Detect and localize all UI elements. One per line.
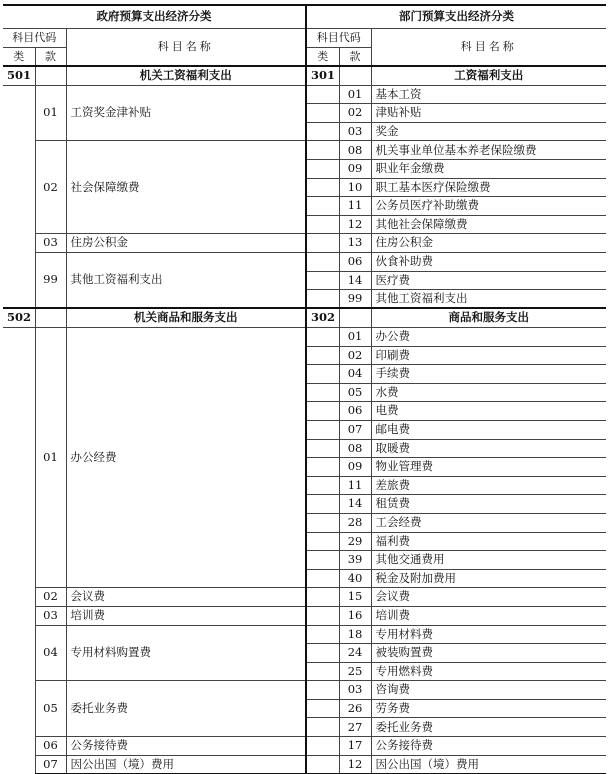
right-item-name: 机关事业单位基本养老保险缴费 bbox=[371, 141, 606, 160]
right-item-name: 被装购置费 bbox=[371, 644, 606, 663]
left-item-code: 06 bbox=[35, 737, 66, 756]
table-row bbox=[3, 141, 606, 160]
right-class-cell bbox=[306, 178, 339, 197]
left-code-header: 科目代码 bbox=[3, 28, 66, 47]
right-item-code: 39 bbox=[339, 551, 371, 570]
left-item-name: 因公出国（境）费用 bbox=[66, 755, 306, 774]
right-class-cell bbox=[306, 122, 339, 141]
right-item-name: 津贴补贴 bbox=[371, 104, 606, 123]
right-class-code: 302 bbox=[306, 308, 339, 327]
classification-table bbox=[3, 4, 606, 774]
left-item-name: 委托业务费 bbox=[66, 681, 306, 737]
left-item-code: 04 bbox=[35, 625, 66, 681]
right-item-code: 16 bbox=[339, 606, 371, 625]
right-class-cell bbox=[306, 383, 339, 402]
left-item-header: 款 bbox=[35, 47, 66, 66]
right-item-code: 09 bbox=[339, 458, 371, 477]
right-item-code: 03 bbox=[339, 122, 371, 141]
right-class-cell bbox=[306, 197, 339, 216]
table-row bbox=[3, 606, 606, 625]
right-class-name: 商品和服务支出 bbox=[371, 308, 606, 327]
table-row bbox=[3, 681, 606, 700]
right-class-cell bbox=[306, 420, 339, 439]
left-item-code: 03 bbox=[35, 606, 66, 625]
right-class-cell bbox=[306, 513, 339, 532]
left-item-code: 07 bbox=[35, 755, 66, 774]
right-item-name: 住房公积金 bbox=[371, 234, 606, 253]
right-class-header: 类 bbox=[306, 47, 339, 66]
right-item-name: 其他社会保障缴费 bbox=[371, 215, 606, 234]
right-code-header: 科目代码 bbox=[306, 28, 371, 47]
left-item-name: 社会保障缴费 bbox=[66, 141, 306, 234]
right-item-name: 取暖费 bbox=[371, 439, 606, 458]
right-class-cell bbox=[306, 625, 339, 644]
left-item-code: 01 bbox=[35, 328, 66, 588]
left-class-name: 机关商品和服务支出 bbox=[66, 308, 306, 327]
right-class-blank bbox=[339, 66, 371, 85]
right-item-code: 02 bbox=[339, 346, 371, 365]
table-row bbox=[3, 85, 606, 104]
right-item-name: 奖金 bbox=[371, 122, 606, 141]
right-class-cell bbox=[306, 606, 339, 625]
table-row bbox=[3, 737, 606, 756]
left-item-code: 05 bbox=[35, 681, 66, 737]
left-item-code: 02 bbox=[35, 141, 66, 234]
right-class-cell bbox=[306, 439, 339, 458]
right-item-code: 25 bbox=[339, 662, 371, 681]
right-class-cell bbox=[306, 215, 339, 234]
right-item-name: 其他工资福利支出 bbox=[371, 290, 606, 309]
right-item-name: 税金及附加费用 bbox=[371, 569, 606, 588]
right-item-code: 13 bbox=[339, 234, 371, 253]
right-item-code: 05 bbox=[339, 383, 371, 402]
right-item-name: 委托业务费 bbox=[371, 718, 606, 737]
right-class-code: 301 bbox=[306, 66, 339, 85]
right-item-header: 款 bbox=[339, 47, 371, 66]
right-class-cell bbox=[306, 104, 339, 123]
right-item-name: 工会经费 bbox=[371, 513, 606, 532]
right-item-name: 邮电费 bbox=[371, 420, 606, 439]
right-title: 部门预算支出经济分类 bbox=[306, 5, 606, 28]
table-row bbox=[3, 588, 606, 607]
left-title: 政府预算支出经济分类 bbox=[3, 5, 306, 28]
table-row bbox=[3, 625, 606, 644]
right-class-name: 工资福利支出 bbox=[371, 66, 606, 85]
right-class-cell bbox=[306, 681, 339, 700]
left-class-name: 机关工资福利支出 bbox=[66, 66, 306, 85]
right-class-cell bbox=[306, 588, 339, 607]
right-class-cell bbox=[306, 328, 339, 347]
right-item-name: 福利费 bbox=[371, 532, 606, 551]
right-item-code: 17 bbox=[339, 737, 371, 756]
right-item-code: 15 bbox=[339, 588, 371, 607]
right-class-cell bbox=[306, 346, 339, 365]
left-class-blank bbox=[35, 308, 66, 327]
right-class-cell bbox=[306, 458, 339, 477]
right-item-name: 租赁费 bbox=[371, 495, 606, 514]
right-item-name: 其他交通费用 bbox=[371, 551, 606, 570]
right-class-cell bbox=[306, 365, 339, 384]
left-class-span bbox=[3, 85, 35, 308]
right-item-name: 物业管理费 bbox=[371, 458, 606, 477]
right-item-code: 14 bbox=[339, 271, 371, 290]
right-item-code: 12 bbox=[339, 215, 371, 234]
right-name-header: 科目名称 bbox=[371, 28, 606, 66]
right-class-cell bbox=[306, 402, 339, 421]
right-class-cell bbox=[306, 290, 339, 309]
right-item-code: 08 bbox=[339, 439, 371, 458]
right-class-cell bbox=[306, 234, 339, 253]
right-item-name: 差旅费 bbox=[371, 476, 606, 495]
right-class-cell bbox=[306, 85, 339, 104]
category-row bbox=[3, 66, 606, 85]
right-item-code: 28 bbox=[339, 513, 371, 532]
table-row bbox=[3, 755, 606, 774]
table-row bbox=[3, 234, 606, 253]
right-item-name: 咨询费 bbox=[371, 681, 606, 700]
right-item-code: 04 bbox=[339, 365, 371, 384]
right-item-code: 06 bbox=[339, 402, 371, 421]
right-item-code: 12 bbox=[339, 755, 371, 774]
right-item-code: 06 bbox=[339, 253, 371, 272]
right-item-name: 因公出国（境）费用 bbox=[371, 755, 606, 774]
right-item-code: 02 bbox=[339, 104, 371, 123]
right-item-code: 09 bbox=[339, 160, 371, 179]
right-item-name: 手续费 bbox=[371, 365, 606, 384]
right-item-code: 40 bbox=[339, 569, 371, 588]
right-item-name: 医疗费 bbox=[371, 271, 606, 290]
right-item-code: 14 bbox=[339, 495, 371, 514]
right-item-name: 基本工资 bbox=[371, 85, 606, 104]
right-item-name: 职工基本医疗保险缴费 bbox=[371, 178, 606, 197]
category-row bbox=[3, 308, 606, 327]
right-item-code: 08 bbox=[339, 141, 371, 160]
left-item-name: 培训费 bbox=[66, 606, 306, 625]
left-item-name: 专用材料购置费 bbox=[66, 625, 306, 681]
right-item-code: 26 bbox=[339, 699, 371, 718]
left-class-span bbox=[3, 328, 35, 774]
right-item-name: 职业年金缴费 bbox=[371, 160, 606, 179]
right-item-code: 18 bbox=[339, 625, 371, 644]
right-item-code: 01 bbox=[339, 328, 371, 347]
right-item-name: 电费 bbox=[371, 402, 606, 421]
right-item-name: 会议费 bbox=[371, 588, 606, 607]
right-class-cell bbox=[306, 551, 339, 570]
table-row bbox=[3, 328, 606, 347]
right-class-cell bbox=[306, 699, 339, 718]
right-class-cell bbox=[306, 160, 339, 179]
left-item-name: 其他工资福利支出 bbox=[66, 253, 306, 309]
left-item-code: 02 bbox=[35, 588, 66, 607]
right-item-name: 专用材料费 bbox=[371, 625, 606, 644]
right-class-cell bbox=[306, 662, 339, 681]
right-item-code: 03 bbox=[339, 681, 371, 700]
left-item-code: 01 bbox=[35, 85, 66, 141]
left-class-code: 501 bbox=[3, 66, 35, 85]
right-item-name: 办公费 bbox=[371, 328, 606, 347]
left-item-name: 住房公积金 bbox=[66, 234, 306, 253]
right-item-code: 24 bbox=[339, 644, 371, 663]
left-item-name: 会议费 bbox=[66, 588, 306, 607]
right-class-cell bbox=[306, 253, 339, 272]
right-class-cell bbox=[306, 569, 339, 588]
right-item-name: 专用燃料费 bbox=[371, 662, 606, 681]
left-name-header: 科目名称 bbox=[66, 28, 306, 66]
right-item-code: 11 bbox=[339, 476, 371, 495]
left-item-name: 工资奖金津补贴 bbox=[66, 85, 306, 141]
right-class-blank bbox=[339, 308, 371, 327]
right-class-cell bbox=[306, 737, 339, 756]
right-item-code: 27 bbox=[339, 718, 371, 737]
left-item-code: 03 bbox=[35, 234, 66, 253]
right-item-code: 29 bbox=[339, 532, 371, 551]
right-item-name: 公务员医疗补助缴费 bbox=[371, 197, 606, 216]
right-class-cell bbox=[306, 755, 339, 774]
left-class-blank bbox=[35, 66, 66, 85]
right-class-cell bbox=[306, 718, 339, 737]
left-class-header: 类 bbox=[13, 49, 25, 63]
right-item-code: 07 bbox=[339, 420, 371, 439]
right-item-name: 公务接待费 bbox=[371, 737, 606, 756]
right-class-cell bbox=[306, 271, 339, 290]
left-class-code: 502 bbox=[3, 308, 35, 327]
left-item-code: 99 bbox=[35, 253, 66, 309]
right-item-name: 伙食补助费 bbox=[371, 253, 606, 272]
right-item-name: 劳务费 bbox=[371, 699, 606, 718]
right-class-cell bbox=[306, 532, 339, 551]
right-item-code: 01 bbox=[339, 85, 371, 104]
right-item-code: 10 bbox=[339, 178, 371, 197]
right-class-cell bbox=[306, 141, 339, 160]
right-item-code: 99 bbox=[339, 290, 371, 309]
table-row bbox=[3, 253, 606, 272]
left-item-name: 办公经费 bbox=[66, 328, 306, 588]
left-item-name: 公务接待费 bbox=[66, 737, 306, 756]
right-class-cell bbox=[306, 476, 339, 495]
right-item-code: 11 bbox=[339, 197, 371, 216]
right-class-cell bbox=[306, 644, 339, 663]
right-class-cell bbox=[306, 495, 339, 514]
right-item-name: 培训费 bbox=[371, 606, 606, 625]
right-item-name: 水费 bbox=[371, 383, 606, 402]
right-item-name: 印刷费 bbox=[371, 346, 606, 365]
